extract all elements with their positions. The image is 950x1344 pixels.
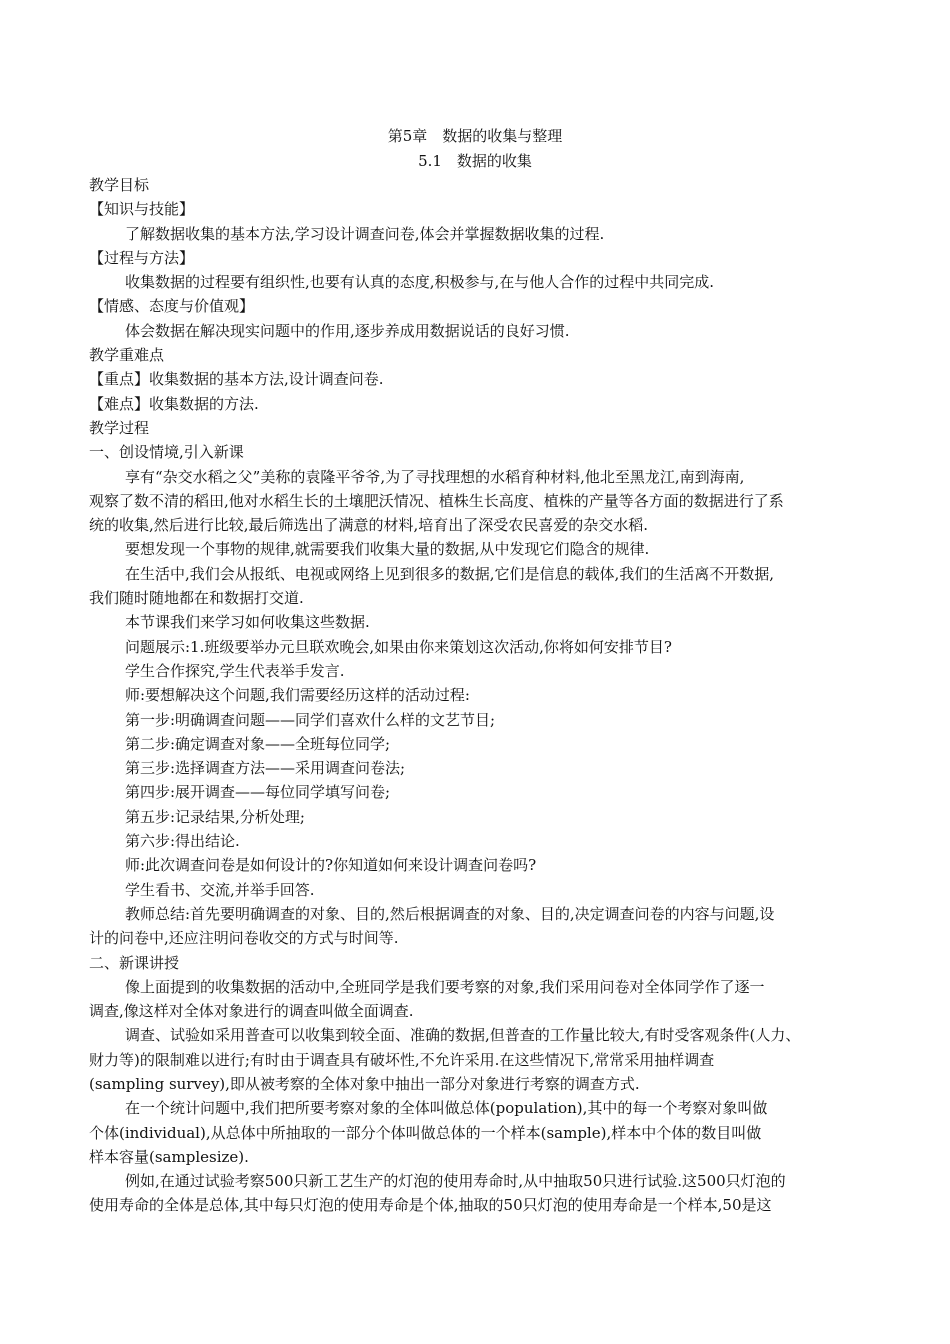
- heading-line: 一、创设情境,引入新课: [89, 443, 244, 462]
- paragraph-line: 本节课我们来学习如何收集这些数据.: [125, 613, 370, 632]
- paragraph-line: 调查、试验如采用普查可以收集到较全面、准确的数据,但普查的工作量比较大,有时受客观条件(人力、: [125, 1026, 801, 1045]
- paragraph-line: 学生看书、交流,并举手回答.: [125, 880, 315, 899]
- paragraph-line: 调查,像这样对全体对象进行的调查叫做全面调查.: [89, 1002, 414, 1021]
- paragraph-line: 在生活中,我们会从报纸、电视或网络上见到很多的数据,它们是信息的载体,我们的生活离不开数据,: [125, 564, 775, 583]
- paragraph-line: 第二步:确定调查对象——全班每位同学;: [125, 734, 391, 753]
- heading-line: 【重点】收集数据的基本方法,设计调查问卷.: [89, 370, 384, 389]
- paragraph-line: 问题展示:1.班级要举办元旦联欢晚会,如果由你来策划这次活动,你将如何安排节目?: [125, 637, 672, 656]
- paragraph-line: 个体(individual),从总体中所抽取的一部分个体叫做总体的一个样本(sample),样本中个体的数目叫做: [89, 1123, 762, 1142]
- paragraph-line: 使用寿命的全体是总体,其中每只灯泡的使用寿命是个体,抽取的50只灯泡的使用寿命是一个样本,50是这: [89, 1196, 772, 1215]
- paragraph-line: 第四步:展开调查——每位同学填写问卷;: [125, 783, 391, 802]
- paragraph-line: 我们随时随地都在和数据打交道.: [89, 589, 304, 608]
- paragraph-line: 观察了数不清的稻田,他对水稻生长的土壤肥沃情况、植株生长高度、植株的产量等各方面的数据进行了系: [89, 491, 784, 510]
- paragraph-line: 教师总结:首先要明确调查的对象、目的,然后根据调查的对象、目的,决定调查问卷的内容与问题,设: [125, 904, 775, 923]
- paragraph-line: 财力等)的限制难以进行;有时由于调查具有破坏性,不允许采用.在这些情况下,常常采用抽样调查: [89, 1050, 715, 1069]
- heading-line: 教学过程: [89, 418, 150, 437]
- heading-line: 【知识与技能】: [89, 200, 195, 219]
- paragraph-line: 学生合作探究,学生代表举手发言.: [125, 661, 345, 680]
- paragraph-line: 第三步:选择调查方法——采用调查问卷法;: [125, 759, 406, 778]
- heading-line: 教学重难点: [89, 346, 165, 365]
- paragraph-line: 样本容量(samplesize).: [89, 1147, 249, 1166]
- paragraph-line: (sampling survey),即从被考察的全体对象中抽出一部分对象进行考察的调查方式.: [89, 1074, 640, 1093]
- paragraph-line: 收集数据的过程要有组织性,也要有认真的态度,积极参与,在与他人合作的过程中共同完成.: [125, 273, 715, 292]
- paragraph-line: 在一个统计问题中,我们把所要考察对象的全体叫做总体(population),其中的每一个考察对象叫做: [125, 1099, 768, 1118]
- paragraph-line: 第六步:得出结论.: [125, 832, 240, 851]
- paragraph-line: 体会数据在解决现实问题中的作用,逐步养成用数据说话的良好习惯.: [125, 321, 570, 340]
- paragraph-line: 统的收集,然后进行比较,最后筛选出了满意的材料,培育出了深受农民喜爱的杂交水稻.: [89, 516, 649, 535]
- paragraph-line: 例如,在通过试验考察500只新工艺生产的灯泡的使用寿命时,从中抽取50只进行试验.这500只灯泡的: [125, 1172, 786, 1191]
- heading-line: 【难点】收集数据的方法.: [89, 394, 259, 413]
- section-title: 5.1 数据的收集: [418, 152, 532, 170]
- paragraph-line: 第五步:记录结果,分析处理;: [125, 807, 305, 826]
- paragraph-line: 师:要想解决这个问题,我们需要经历这样的活动过程:: [125, 686, 470, 705]
- paragraph-line: 像上面提到的收集数据的活动中,全班同学是我们要考察的对象,我们采用问卷对全体同学作了逐一: [125, 977, 765, 996]
- paragraph-line: 第一步:明确调查问题——同学们喜欢什么样的文艺节目;: [125, 710, 496, 729]
- paragraph-line: 师:此次调查问卷是如何设计的?你知道如何来设计调查问卷吗?: [125, 856, 537, 875]
- paragraph-line: 了解数据收集的基本方法,学习设计调查问卷,体会并掌握数据收集的过程.: [125, 224, 605, 243]
- paragraph-line: 计的问卷中,还应注明问卷收交的方式与时间等.: [89, 929, 399, 948]
- chapter-title: 第5章 数据的收集与整理: [387, 127, 563, 145]
- heading-line: 教学目标: [89, 176, 150, 194]
- heading-line: 二、新课讲授: [89, 953, 180, 972]
- heading-line: 【过程与方法】: [89, 248, 195, 267]
- document-body: [89, 173, 869, 1218]
- paragraph-line: 享有“杂交水稻之父”美称的袁隆平爷爷,为了寻找理想的水稻育种材料,他北至黑龙江,南到海南,: [125, 467, 745, 486]
- paragraph-line: 要想发现一个事物的规律,就需要我们收集大量的数据,从中发现它们隐含的规律.: [125, 540, 650, 559]
- heading-line: 【情感、态度与价值观】: [89, 297, 255, 316]
